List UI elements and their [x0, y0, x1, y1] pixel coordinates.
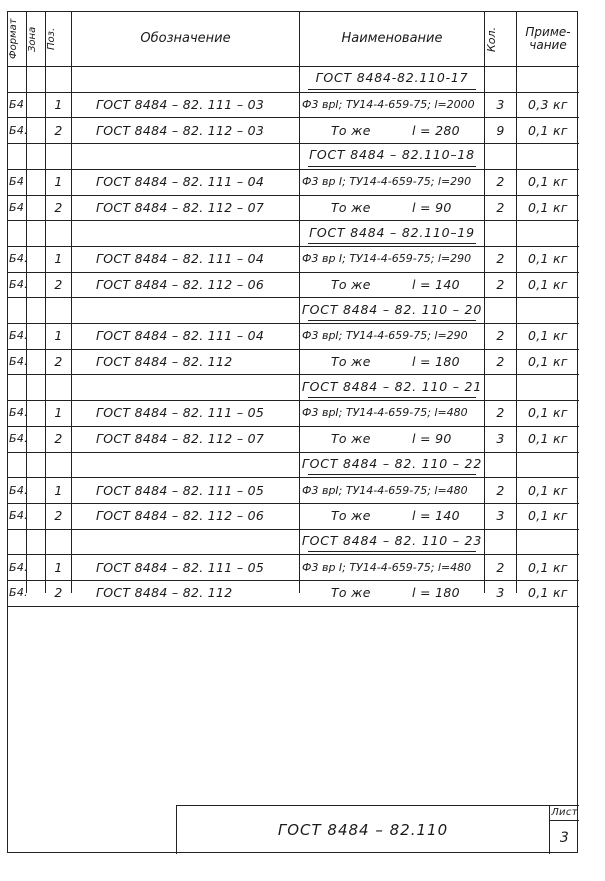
note-cell: 0,1 кг	[528, 405, 568, 421]
note-cell: 0,1 кг	[528, 585, 568, 601]
quantity-cell: 3	[496, 97, 505, 113]
position-cell: 2	[54, 122, 63, 138]
quantity-cell: 2	[496, 174, 505, 190]
header-note	[517, 12, 579, 66]
row-line	[8, 143, 579, 144]
header-zone: Зона	[27, 26, 38, 52]
name-cell: Ф3 вр I; ТУ14-4-659-75; l=290	[302, 252, 472, 266]
quantity-cell: 3	[496, 431, 505, 447]
name-cell: Ф3 врI; ТУ14-4-659-75; l=290	[302, 329, 468, 343]
length-cell: l = 180	[412, 585, 460, 601]
group-subtitle: ГОСТ 8484 – 82. 110 – 21	[301, 378, 483, 394]
row-line	[8, 452, 579, 453]
col-line-pos	[71, 12, 72, 593]
format-cell: Б4.	[9, 560, 28, 574]
note-cell: 0,1 кг	[528, 508, 568, 524]
quantity-cell: 9	[496, 122, 505, 138]
quantity-cell: 2	[496, 482, 505, 498]
quantity-cell: 3	[496, 585, 505, 601]
note-cell: 0,1 кг	[528, 251, 568, 267]
note-cell: 0,1 кг	[528, 276, 568, 292]
note-cell: 0,1 кг	[528, 431, 568, 447]
designation-cell: ГОСТ 8484 – 82. 111 – 05	[96, 482, 265, 498]
note-cell: 0,1 кг	[528, 559, 568, 575]
row-line	[8, 66, 579, 67]
format-cell: Б4.	[9, 432, 28, 446]
specification-sheet	[7, 11, 578, 853]
header-note-line2: чание	[529, 38, 567, 52]
format-cell: Б4.	[9, 406, 28, 420]
quantity-cell: 2	[496, 276, 505, 292]
note-cell: 0,1 кг	[528, 199, 568, 215]
group-subtitle: ГОСТ 8484 – 82.110–19	[309, 224, 475, 240]
length-cell: l = 280	[412, 122, 460, 138]
name-cell: То же	[331, 585, 371, 601]
header-designation: Обозначение	[140, 30, 231, 46]
format-cell: Б4.	[9, 355, 28, 369]
designation-cell: ГОСТ 8484 – 82. 111 – 03	[96, 97, 265, 113]
format-cell: Б4	[9, 98, 25, 112]
header-qty: Кол.	[485, 26, 498, 52]
position-cell: 2	[54, 354, 63, 370]
name-cell: Ф3 вр I; ТУ14-4-659-75; l=480	[302, 560, 472, 574]
designation-cell: ГОСТ 8484 – 82. 112	[96, 354, 233, 370]
length-cell: l = 140	[412, 508, 460, 524]
header-format: Формат	[8, 18, 19, 60]
position-cell: 2	[54, 508, 63, 524]
designation-cell: ГОСТ 8484 – 82. 111 – 05	[96, 559, 265, 575]
group-subtitle: ГОСТ 8484 – 82. 110 – 23	[301, 532, 483, 548]
group-subtitle-underline	[308, 397, 476, 398]
format-cell: Б4	[9, 175, 25, 189]
position-cell: 1	[54, 174, 63, 190]
row-line	[8, 529, 579, 530]
format-cell: Б4.	[9, 483, 28, 497]
note-cell: 0,1 кг	[528, 354, 568, 370]
group-subtitle-underline	[308, 166, 476, 167]
position-cell: 1	[54, 97, 63, 113]
group-subtitle-underline	[308, 474, 476, 475]
group-subtitle-underline	[308, 551, 476, 552]
note-cell: 0,1 кг	[528, 482, 568, 498]
designation-cell: ГОСТ 8484 – 82. 111 – 04	[96, 328, 265, 344]
format-cell: Б4.	[9, 277, 28, 291]
length-cell: l = 90	[412, 199, 452, 215]
row-line	[8, 374, 579, 375]
designation-cell: ГОСТ 8484 – 82. 112 – 06	[96, 276, 265, 292]
format-cell: Б4.	[9, 123, 28, 137]
name-cell: То же	[331, 431, 371, 447]
length-cell: l = 180	[412, 354, 460, 370]
quantity-cell: 2	[496, 405, 505, 421]
name-cell: Ф3 вр I; ТУ14-4-659-75; l=290	[302, 175, 472, 189]
position-cell: 2	[54, 276, 63, 292]
format-cell: Б4.	[9, 329, 28, 343]
note-cell: 0,3 кг	[528, 97, 568, 113]
position-cell: 1	[54, 405, 63, 421]
quantity-cell: 2	[496, 354, 505, 370]
length-cell: l = 90	[412, 431, 452, 447]
header-pos: Поз.	[46, 27, 57, 51]
designation-cell: ГОСТ 8484 – 82. 112 – 03	[96, 122, 265, 138]
group-subtitle: ГОСТ 8484-82.110-17	[315, 70, 469, 86]
position-cell: 1	[54, 328, 63, 344]
header-name: Наименование	[341, 30, 443, 46]
sheet-number: 3	[559, 829, 570, 846]
quantity-cell: 2	[496, 251, 505, 267]
designation-cell: ГОСТ 8484 – 82. 111 – 05	[96, 405, 265, 421]
name-cell: То же	[331, 122, 371, 138]
designation-cell: ГОСТ 8484 – 82. 112 – 07	[96, 199, 265, 215]
table-bottom-line	[8, 606, 579, 607]
name-cell: Ф3 врI; ТУ14-4-659-75; l=480	[302, 483, 468, 497]
group-subtitle: ГОСТ 8484 – 82. 110 – 20	[301, 301, 483, 317]
sheet-label: Лист	[551, 807, 578, 818]
position-cell: 1	[54, 251, 63, 267]
position-cell: 2	[54, 199, 63, 215]
row-line	[8, 220, 579, 221]
header-note-line1: Приме-	[525, 24, 571, 39]
group-subtitle: ГОСТ 8484 – 82.110–18	[309, 147, 475, 163]
format-cell: Б4	[9, 200, 25, 214]
group-subtitle-underline	[308, 243, 476, 244]
format-cell: Б4.	[9, 252, 28, 266]
name-cell: Ф3 врI; ТУ14-4-659-75; l=480	[302, 406, 468, 420]
designation-cell: ГОСТ 8484 – 82. 112	[96, 585, 233, 601]
name-cell: То же	[331, 276, 371, 292]
name-cell: Ф3 врI; ТУ14-4-659-75; l=2000	[302, 98, 475, 112]
quantity-cell: 2	[496, 328, 505, 344]
group-subtitle-underline	[308, 320, 476, 321]
position-cell: 2	[54, 585, 63, 601]
row-line	[8, 297, 579, 298]
quantity-cell: 2	[496, 559, 505, 575]
quantity-cell: 3	[496, 508, 505, 524]
position-cell: 1	[54, 482, 63, 498]
designation-cell: ГОСТ 8484 – 82. 112 – 06	[96, 508, 265, 524]
length-cell: l = 140	[412, 276, 460, 292]
designation-cell: ГОСТ 8484 – 82. 111 – 04	[96, 174, 265, 190]
name-cell: То же	[331, 508, 371, 524]
position-cell: 1	[54, 559, 63, 575]
name-cell: То же	[331, 354, 371, 370]
group-subtitle-underline	[308, 89, 476, 90]
note-cell: 0,1 кг	[528, 328, 568, 344]
format-cell: Б4.	[9, 586, 28, 600]
quantity-cell: 2	[496, 199, 505, 215]
position-cell: 2	[54, 431, 63, 447]
col-line-qty	[516, 12, 517, 593]
group-subtitle: ГОСТ 8484 – 82. 110 – 22	[301, 455, 483, 471]
note-cell: 0,1 кг	[528, 122, 568, 138]
designation-cell: ГОСТ 8484 – 82. 111 – 04	[96, 251, 265, 267]
note-cell: 0,1 кг	[528, 174, 568, 190]
document-designation: ГОСТ 8484 – 82.110	[277, 821, 449, 839]
name-cell: То же	[331, 199, 371, 215]
designation-cell: ГОСТ 8484 – 82. 112 – 07	[96, 431, 265, 447]
format-cell: Б4.	[9, 509, 28, 523]
